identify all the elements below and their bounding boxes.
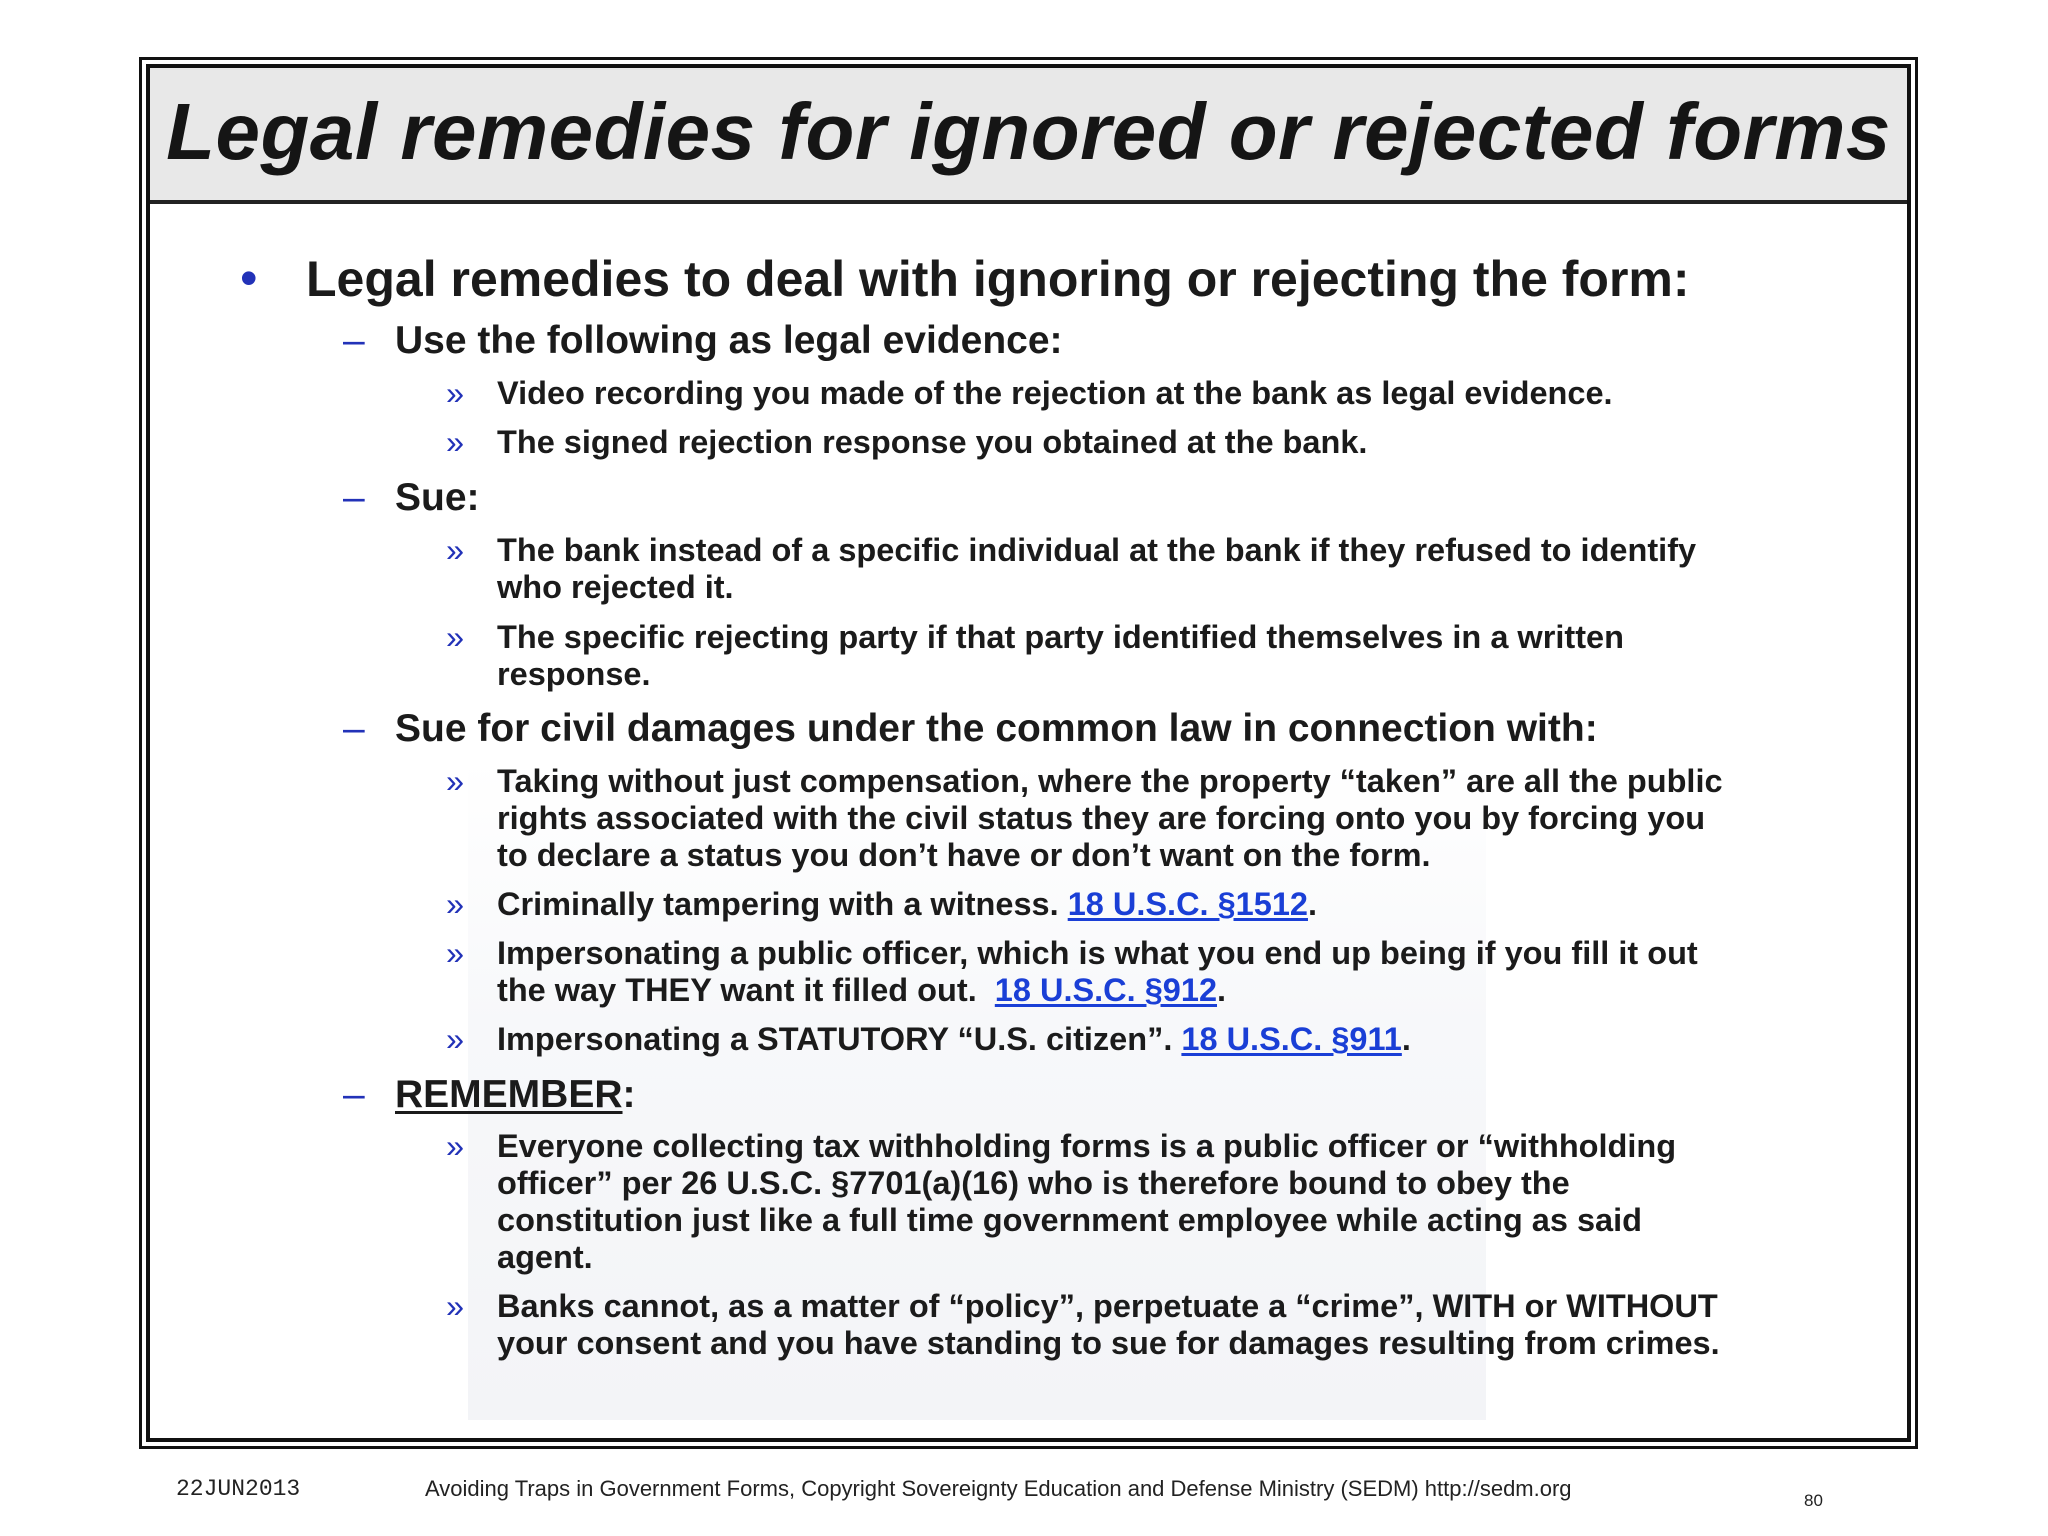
footer-credit: Avoiding Traps in Government Forms, Copyright Sovereignty Education and Defense Ministry (SEDM) http://sedm.org	[425, 1476, 1572, 1501]
section3-item3-line2	[497, 972, 1226, 1009]
section2-item2-line1: The specific rejecting party if that party identified themselves in a written	[497, 619, 1624, 655]
remember-label: REMEMBER	[395, 1073, 623, 1116]
slide-title: Legal remedies for ignored or rejected forms	[166, 87, 1891, 176]
section2-item1-line1: The bank instead of a specific individual at the bank if they refused to identify	[497, 532, 1697, 568]
section3-item2-text: Criminally tampering with a witness.	[497, 886, 1068, 922]
section3-item4-text: Impersonating a STATUTORY “U.S. citizen”.	[497, 1021, 1182, 1057]
section2-item1-line2: who rejected it.	[497, 569, 734, 605]
section1-item2: The signed rejection response you obtained at the bank.	[497, 424, 1368, 460]
remember-colon: :	[622, 1073, 636, 1116]
sub-marker: »	[446, 886, 465, 922]
sub-marker: »	[446, 1288, 465, 1324]
dash-marker: –	[343, 1073, 365, 1116]
section1-heading: Use the following as legal evidence:	[395, 319, 1063, 362]
sub-marker: »	[446, 1021, 465, 1057]
section1-item1: Video recording you made of the rejection at the bank as legal evidence.	[497, 375, 1613, 411]
section4-item2-line2: your consent and you have standing to sue for damages resulting from crimes.	[497, 1325, 1720, 1361]
link-18-usc-912[interactable]: 18 U.S.C. §912	[994, 972, 1218, 1008]
sub-marker: »	[446, 532, 465, 568]
dash-marker: –	[343, 707, 365, 750]
dash-marker: –	[343, 319, 365, 362]
section4-item1-line3: constitution just like a full time government employee while acting as said	[497, 1202, 1642, 1238]
section3-item1-line2: rights associated with the civil status they are forcing onto you by forcing you	[497, 800, 1706, 836]
section2-heading: Sue:	[395, 476, 480, 519]
dash-marker: –	[343, 476, 365, 519]
section4-item2-line1: Banks cannot, as a matter of “policy”, perpetuate a “crime”, WITH or WITHOUT	[497, 1288, 1718, 1324]
bullet-marker: •	[240, 250, 258, 306]
link-18-usc-911[interactable]: 18 U.S.C. §911	[1181, 1021, 1402, 1057]
sub-marker: »	[446, 424, 465, 460]
section3-heading: Sue for civil damages under the common law in connection with:	[395, 707, 1598, 750]
section4-heading	[395, 1072, 636, 1118]
section3-item4	[497, 1021, 1411, 1058]
section3-item2	[497, 886, 1317, 923]
sub-marker: »	[446, 935, 465, 971]
link-18-usc-1512[interactable]: 18 U.S.C. §1512	[1067, 886, 1308, 922]
section3-item3-text: the way THEY want it filled out.	[497, 972, 995, 1008]
section3-item2-end: .	[1307, 886, 1318, 922]
page-number: 80	[1804, 1491, 1823, 1510]
main-point: Legal remedies to deal with ignoring or rejecting the form:	[306, 251, 1690, 307]
section2-item2-line2: response.	[497, 656, 651, 692]
section3-item3-end: .	[1217, 972, 1227, 1008]
sub-marker: »	[446, 763, 465, 799]
sub-marker: »	[446, 1128, 465, 1164]
sub-marker: »	[446, 619, 465, 655]
section4-item1-line1: Everyone collecting tax withholding forms is a public officer or “withholding	[497, 1128, 1677, 1164]
section3-item1-line1: Taking without just compensation, where the property “taken” are all the public	[497, 763, 1723, 799]
section3-item3-line1: Impersonating a public officer, which is what you end up being if you fill it out	[497, 935, 1698, 971]
sub-marker: »	[446, 375, 465, 411]
section4-item1-line4: agent.	[497, 1239, 593, 1275]
footer-date: 22JUN2013	[176, 1476, 301, 1502]
section3-item1-line3: to declare a status you don’t have or don’t want on the form.	[497, 837, 1431, 873]
section3-item4-end: .	[1401, 1021, 1411, 1057]
section4-item1-line2: officer” per 26 U.S.C. §7701(a)(16) who is therefore bound to obey the	[497, 1165, 1570, 1201]
